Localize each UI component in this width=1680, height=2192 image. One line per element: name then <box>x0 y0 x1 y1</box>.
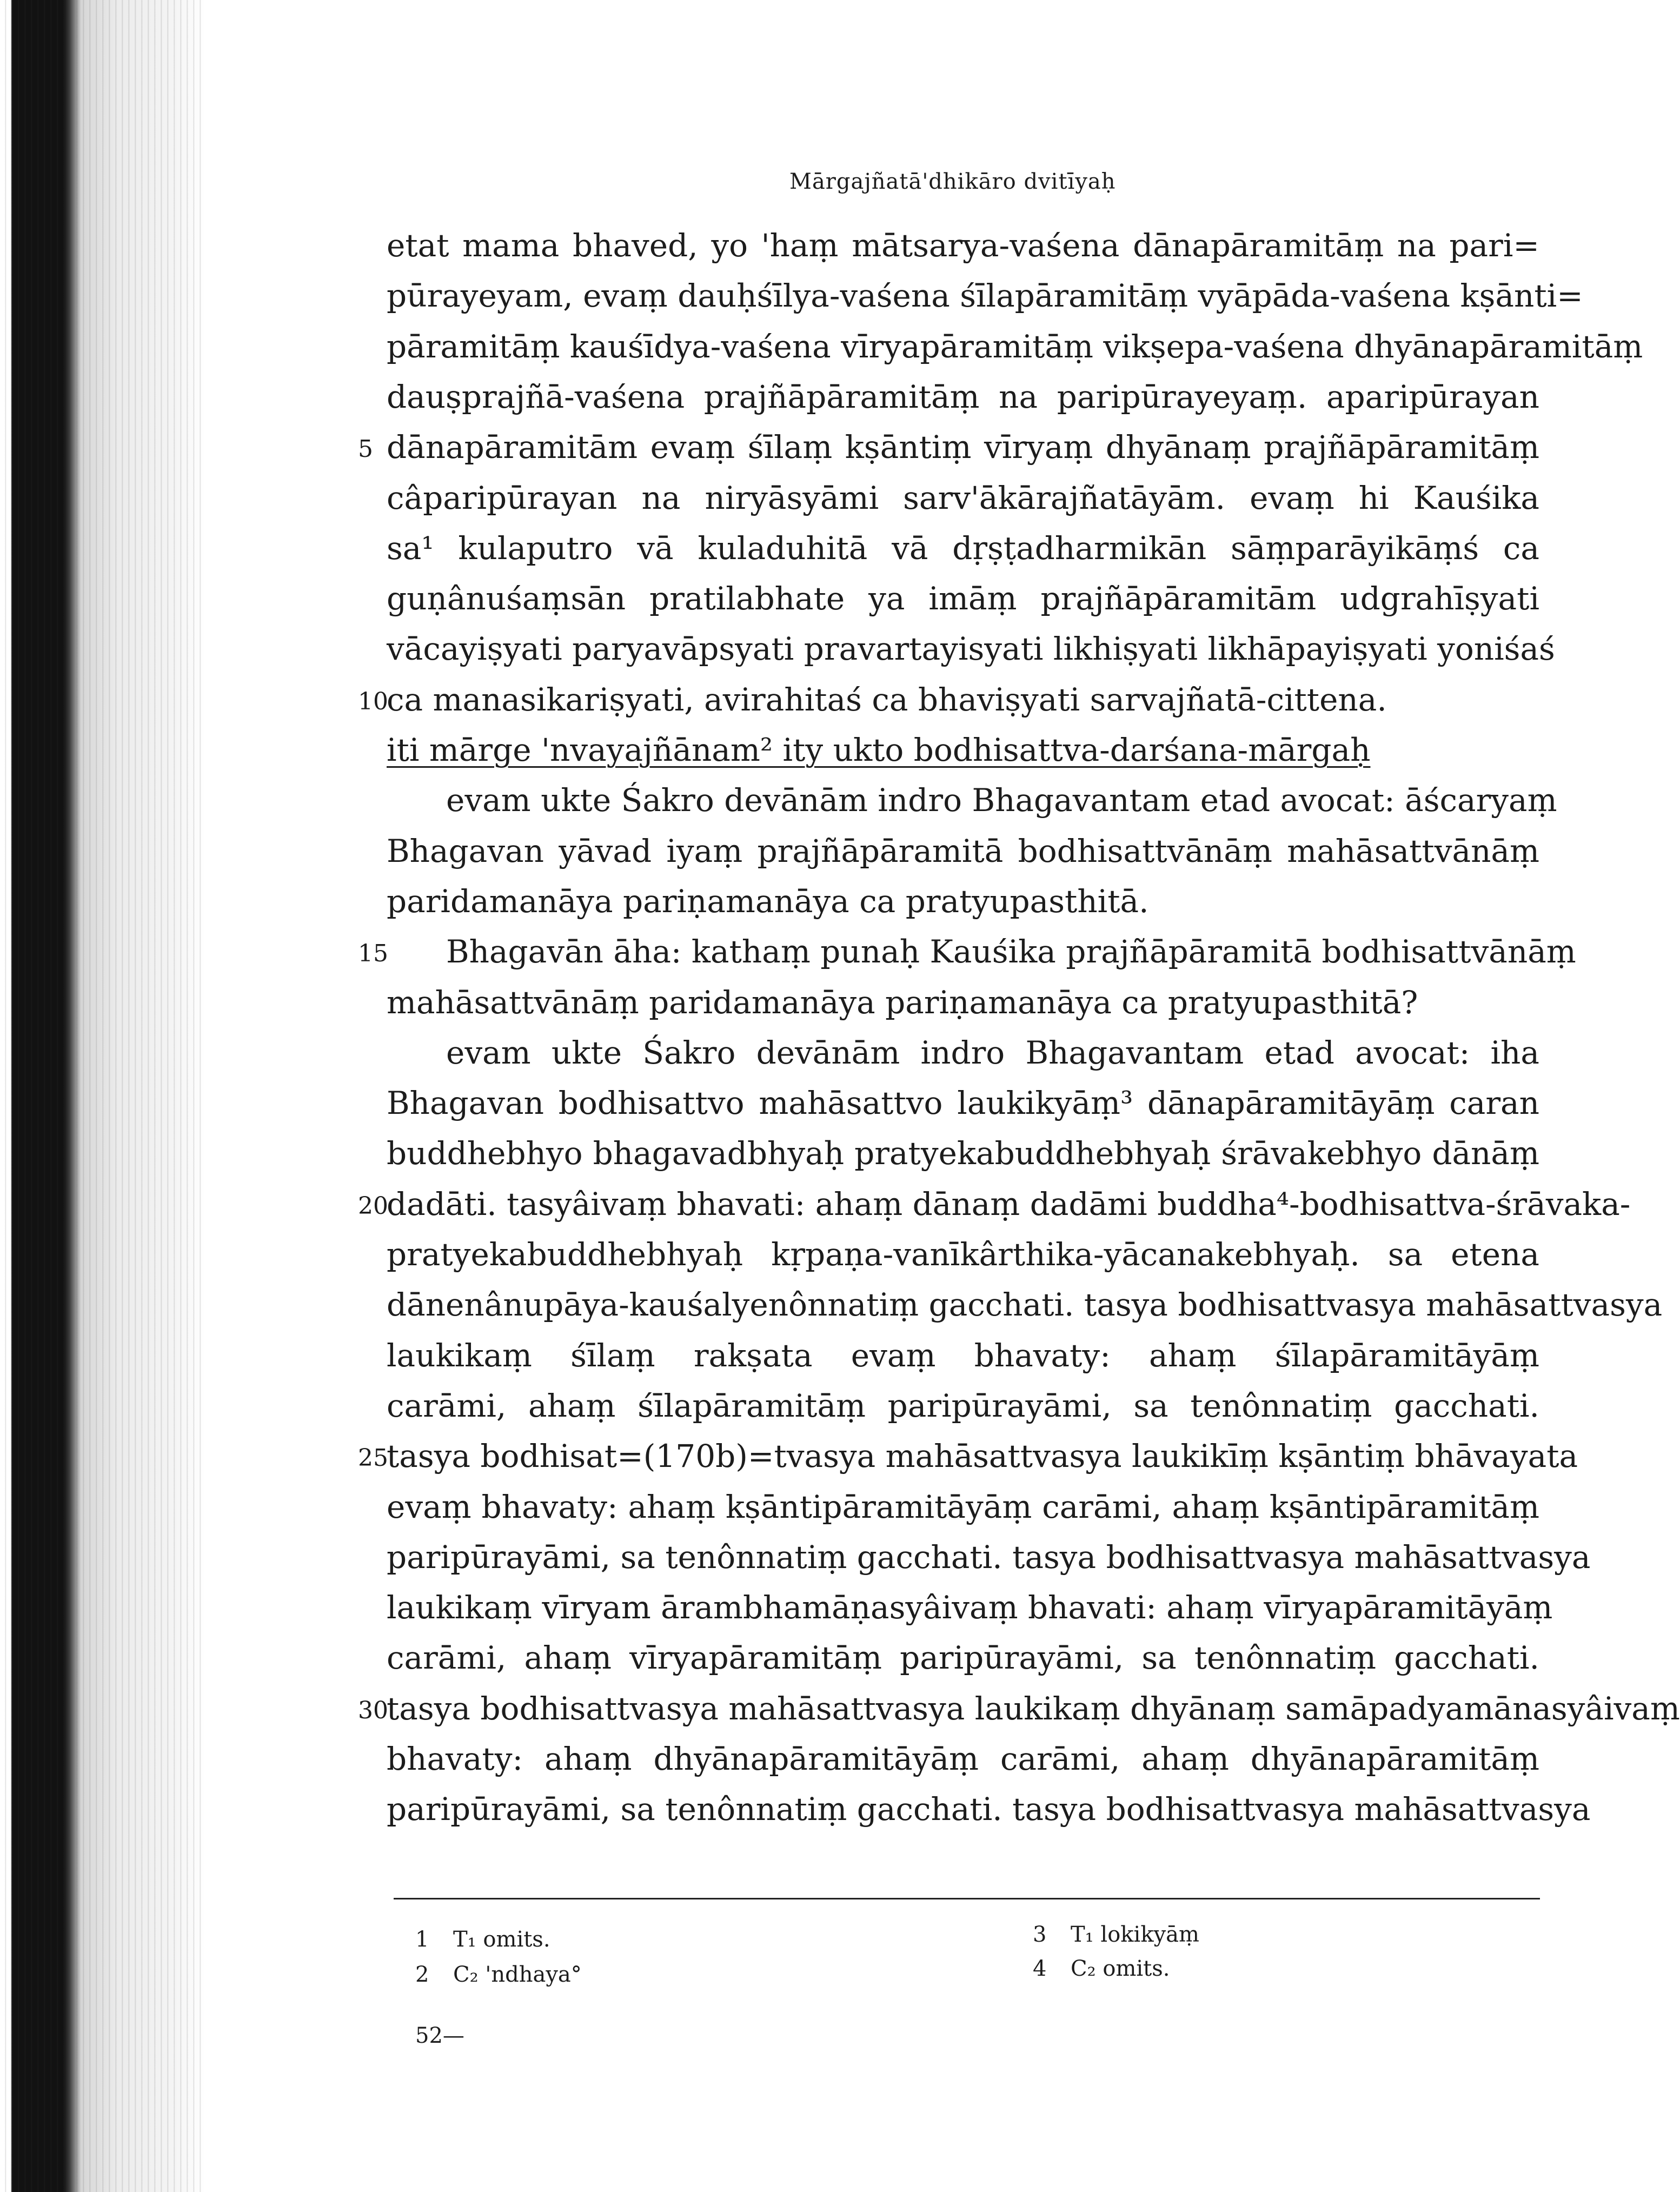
text-line: mahāsattvānāṃ paridamanāya pariṇamanāya ca pratyupasthitā? <box>387 984 1418 1021</box>
line-number: 25 <box>358 1444 388 1472</box>
line-number: 10 <box>358 688 388 715</box>
running-header: Mārgajñatā'dhikāro dvitīyaḥ <box>789 169 1116 194</box>
text-line: paripūrayāmi, sa tenônnatiṃ gacchati. tasya bodhisattvasya mahāsattvasya <box>387 1791 1591 1828</box>
text-line: sa¹ kulaputro vā kuladuhitā vā dṛṣṭadharmikān sāṃparāyikāṃś ca <box>387 530 1539 567</box>
text-line: dānapāramitām evaṃ śīlaṃ kṣāntiṃ vīryaṃ dhyānaṃ prajñāpāramitāṃ <box>387 429 1539 466</box>
footnote-4: 4 C₂ omits. <box>1033 1956 1170 1981</box>
text-line: paripūrayāmi, sa tenônnatiṃ gacchati. tasya bodhisattvasya mahāsattvasya <box>387 1539 1591 1576</box>
text-line: guṇânuśaṃsān pratilabhate ya imāṃ prajñāpāramitām udgrahīṣyati <box>387 580 1539 617</box>
footnote-1: 1 T₁ omits. <box>415 1927 550 1952</box>
text-line: pratyekabuddhebhyaḥ kṛpaṇa-vanīkârthika-yācanakebhyaḥ. sa etena <box>387 1236 1539 1273</box>
text-line: Bhagavan bodhisattvo mahāsattvo laukikyāṃ³ dānapāramitāyāṃ caran <box>387 1085 1539 1121</box>
text-line: tasya bodhisat=(170b)=tvasya mahāsattvasya laukikīṃ kṣāntiṃ bhāvayata <box>387 1438 1578 1474</box>
text-line: buddhebhyo bhagavadbhyaḥ pratyekabuddhebhyaḥ śrāvakebhyo dānāṃ <box>387 1135 1539 1172</box>
line-number: 5 <box>358 435 373 463</box>
line-number: 20 <box>358 1192 388 1220</box>
text-line: evaṃ bhavaty: ahaṃ kṣāntipāramitāyāṃ carāmi, ahaṃ kṣāntipāramitāṃ <box>387 1489 1539 1525</box>
text-line: evam ukte Śakro devānām indro Bhagavantam etad avocat: āścaryaṃ <box>446 782 1557 819</box>
line-number: 15 <box>358 940 388 967</box>
text-line: dauṣprajñā-vaśena prajñāpāramitāṃ na paripūrayeyaṃ. aparipūrayan <box>387 378 1539 415</box>
text-line: Bhagavān āha: kathaṃ punaḥ Kauśika prajñāpāramitā bodhisattvānāṃ <box>446 933 1576 970</box>
footnote-3: 3 T₁ lokikyāṃ <box>1033 1922 1199 1947</box>
text-line: dadāti. tasyâivaṃ bhavati: ahaṃ dānaṃ dadāmi buddha⁴-bodhisattva-śrāvaka- <box>387 1186 1631 1223</box>
text-line: ca manasikariṣyati, avirahitaś ca bhaviṣyati sarvajñatā-cittena. <box>387 681 1387 718</box>
text-line: evam ukte Śakro devānām indro Bhagavantam etad avocat: iha <box>446 1034 1539 1071</box>
line-number: 30 <box>358 1697 388 1724</box>
text-line: laukikaṃ vīryam ārambhamāṇasyâivaṃ bhavati: ahaṃ vīryapāramitāyāṃ <box>387 1589 1553 1626</box>
text-line: carāmi, ahaṃ vīryapāramitāṃ paripūrayāmi, sa tenônnatiṃ gacchati. <box>387 1639 1539 1676</box>
text-line: câparipūrayan na niryāsyāmi sarv'ākārajñatāyām. evaṃ hi Kauśika <box>387 480 1539 516</box>
text-line: bhavaty: ahaṃ dhyānapāramitāyāṃ carāmi, ahaṃ dhyānapāramitāṃ <box>387 1741 1539 1777</box>
text-line: pāramitāṃ kauśīdya-vaśena vīryapāramitāṃ vikṣepa-vaśena dhyānapāramitāṃ <box>387 328 1643 365</box>
book-binding-edge <box>0 0 205 2192</box>
text-line: tasya bodhisattvasya mahāsattvasya laukikaṃ dhyānaṃ samāpadyamānasyâivaṃ <box>387 1690 1680 1727</box>
text-line: Bhagavan yāvad iyaṃ prajñāpāramitā bodhisattvānāṃ mahāsattvānāṃ <box>387 833 1539 869</box>
text-line: paridamanāya pariṇamanāya ca pratyupasthitā. <box>387 883 1149 920</box>
text-line: iti mārge 'nvayajñānam² ity ukto bodhisattva-darśana-mārgaḥ <box>387 732 1371 768</box>
text-line: pūrayeyam, evaṃ dauḥśīlya-vaśena śīlapāramitāṃ vyāpāda-vaśena kṣānti= <box>387 277 1583 314</box>
text-line: laukikaṃ śīlaṃ rakṣata evaṃ bhavaty: ahaṃ śīlapāramitāyāṃ <box>387 1337 1539 1374</box>
text-line: etat mama bhaved, yo 'haṃ mātsarya-vaśena dānapāramitāṃ na pari= <box>387 227 1539 264</box>
footnote-2: 2 C₂ 'ndhaya° <box>415 1962 582 1987</box>
text-line: vācayiṣyati paryavāpsyati pravartayisyati likhiṣyati likhāpayiṣyati yoniśaś <box>387 630 1555 667</box>
text-line: dānenânupāya-kauśalyenônnatiṃ gacchati. tasya bodhisattvasya mahāsattvasya <box>387 1286 1663 1323</box>
page-number: 52— <box>415 2023 464 2048</box>
footnote-rule <box>394 1898 1540 1899</box>
text-line: carāmi, ahaṃ śīlapāramitāṃ paripūrayāmi, sa tenônnatiṃ gacchati. <box>387 1387 1539 1424</box>
